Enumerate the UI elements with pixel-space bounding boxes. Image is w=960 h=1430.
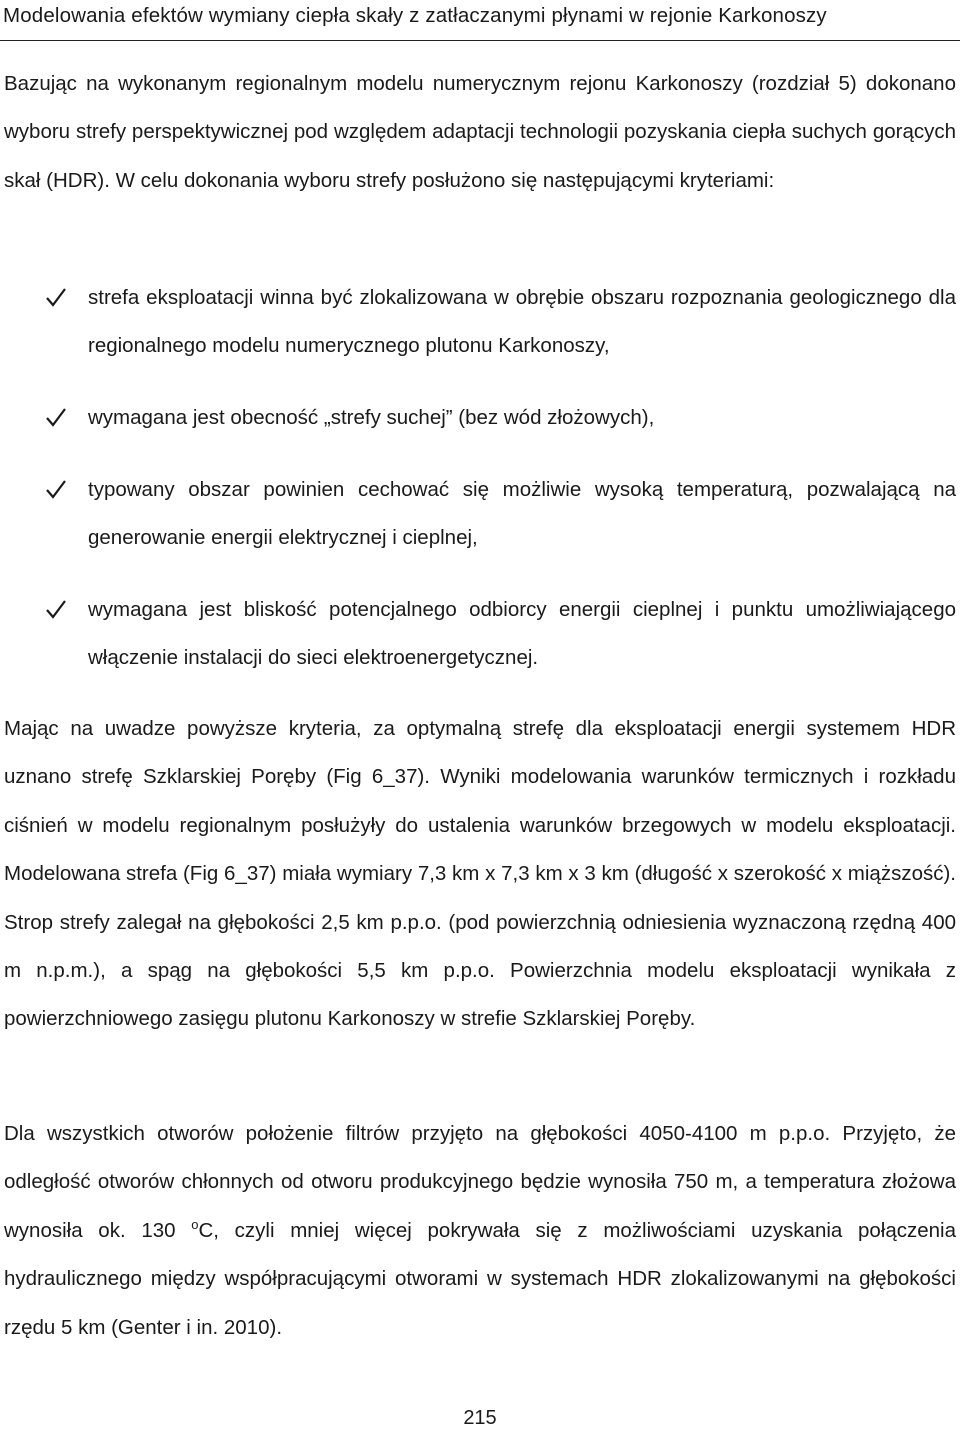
check-mark-icon [45, 274, 71, 322]
header-title: Modelowania efektów wymiany ciepła skały z zatłaczanymi płynami w rejonie Karkonoszy [3, 4, 827, 27]
check-mark-icon [45, 466, 71, 514]
page-number: 215 [463, 1407, 497, 1429]
wells-text-end: C, czyli mniej więcej pokrywała się z możliwościami uzyskania połączenia hydraulicznego między współpracującymi otworami w systemach HDR zlokalizowanymi na głębokości rzędu 5 km (Genter i in. 2010). [4, 1218, 956, 1339]
wells-paragraph [4, 1110, 956, 1352]
running-header [0, 0, 960, 41]
check-mark-icon [45, 394, 71, 442]
check-mark-icon [45, 586, 71, 634]
criteria-text: typowany obszar powinien cechować się możliwie wysoką temperaturą, pozwalającą na generowanie energii elektrycznej i cieplnej, [88, 478, 956, 549]
results-paragraph: Mając na uwadze powyższe kryteria, za optymalną strefę dla eksploatacji energii systemem HDR uznano strefę Szklarskiej Poręby (Fig 6_37). Wyniki modelowania warunków termicznych i rozkładu ciśnień w modelu regionalnym posłużyły do ustalenia warunków brzegowych w modelu eksploatacji. Modelowana strefa (Fig 6_37) miała wymiary 7,3 km x 7,3 km x 3 km (długość x szerokość x miąższość). Strop strefy zalegał na głębokości 2,5 km p.p.o. (pod powierzchnią odniesienia wyznaczoną rzędną 400 m n.p.m.), a spąg na głębokości 5,5 km p.p.o. Powierzchnia modelu eksploatacji wynikała z powierzchniowego zasięgu plutonu Karkonoszy w strefie Szklarskiej Poręby. [4, 717, 956, 1031]
degree-mark: o [191, 1216, 199, 1232]
wells-text-start: Dla wszystkich otworów położenie filtrów przyjęto na głębokości 4050-4100 m p.p.o. Przyjęto, że odległość otworów chłonnych od otworu produkcyjnego będzie wynosiła 750 m, a temperatura złożowa wynosiła ok. 130 [4, 1122, 956, 1242]
criteria-text: wymagana jest obecność „strefy suchej” (bez wód złożowych), [88, 406, 655, 429]
intro-paragraph: Bazując na wykonanym regionalnym modelu numerycznym rejonu Karkonoszy (rozdział 5) dokonano wyboru strefy perspektywicznej pod względem adaptacji technologii pozyskania ciepła suchych gorących skał (HDR). W celu dokonania wyboru strefy posłużono się następującymi kryteriami: [4, 72, 956, 192]
criteria-text: strefa eksploatacji winna być zlokalizowana w obrębie obszaru rozpoznania geologicznego dla regionalnego modelu numerycznego plutonu Karkonoszy, [88, 286, 956, 357]
criteria-text: wymagana jest bliskość potencjalnego odbiorcy energii cieplnej i punktu umożliwiającego włączenie instalacji do sieci elektroenergetycznej. [88, 598, 956, 669]
